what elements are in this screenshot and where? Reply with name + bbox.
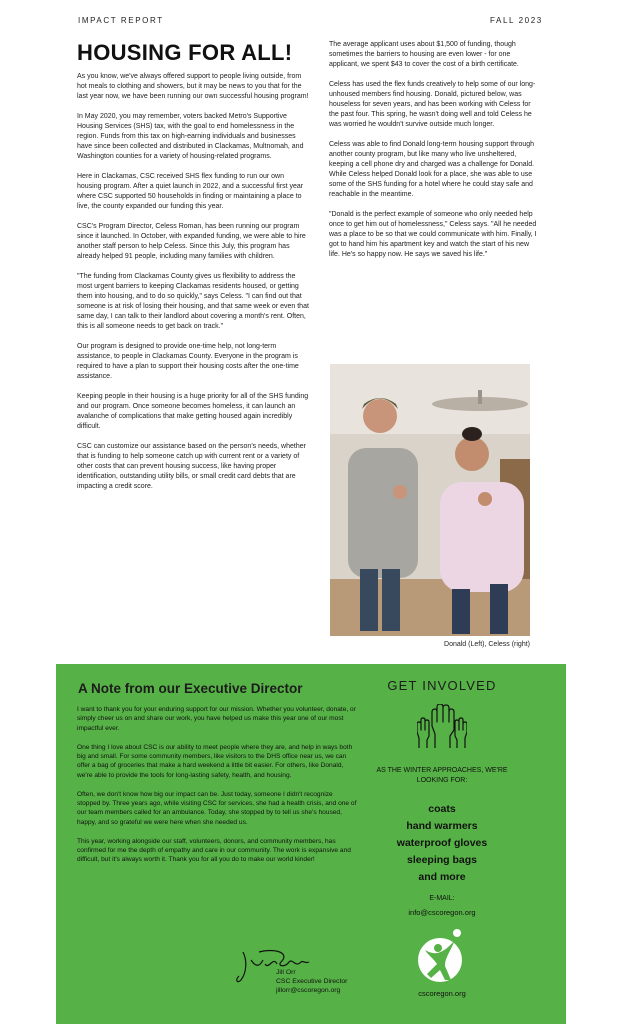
- note-paragraph: This year, working alongside our staff, volunteers, donors, and community members, has confirmed for me the depth of empathy and care in our community. The work is expansive and difficult, but it's always worth it. Thank you for all you do to make our world kinder!: [77, 837, 351, 864]
- signature-name: Jill Orr: [276, 969, 296, 976]
- photo-donald-celess: [330, 364, 530, 636]
- article-paragraph: "The funding from Clackamas County gives us flexibility to address the most urgent barriers to keeping Clackamas residents housed, or getting them into housing, and to do so quickly," says Celess. "I can find out that someone is at risk of losing their housing, and that same week or even that same day, I can talk to their landlord about covering a month's rent. Often, this is all someone needs to get back on track.": [77, 273, 309, 330]
- report-label: IMPACT REPORT: [78, 16, 164, 25]
- photo-caption: Donald (Left), Celess (right): [444, 641, 530, 648]
- get-involved-intro: AS THE WINTER APPROACHES, WE'RE LOOKING FOR:: [376, 767, 508, 784]
- contact-email-link[interactable]: info@cscoregon.org: [408, 908, 476, 917]
- article-title: HOUSING FOR ALL!: [77, 40, 293, 65]
- note-paragraph: Often, we don't know how big our impact can be. Just today, someone I didn't recognize stopped by. Three years ago, while visiting CSC for services, she had a health crisis, and one of our team members called for an ambulance. Today, she stopped by to tell us she's housed, happy, and so grateful we were here when she needed us.: [77, 790, 357, 826]
- season-label: FALL 2023: [490, 16, 543, 25]
- needed-item: coats: [428, 803, 456, 815]
- article-paragraph: "Donald is the perfect example of someone who only needed help once to get him out of homelessness," Celess says. "All he needed was a place to be so that we could communicate with him. Finally, I got to hand him his apartment key and watch the start of his new life. He's so happy now. He says we saved his life.": [329, 211, 537, 258]
- article-paragraph: Celess was able to find Donald long-term housing support through another county program, but like many who live unsheltered, keeping a cell phone dry and charged was a challenge for Donald. While Celess helped Donald look for a place, she was able to use some of the SHS funding for a hotel where he could stay safe and reachable in the meantime.: [329, 141, 535, 198]
- signature-details: [276, 968, 347, 995]
- article-right-column: [329, 40, 537, 270]
- green-panel: [56, 664, 566, 1024]
- article-paragraph: Celess has used the flex funds creatively to help some of our long-unhoused members find housing. Donald, pictured below, was houseless for seven years, and has been working with Celess for the past four. This spring, he wasn't doing well and told Celess he was worried he wouldn't survive outside much longer.: [329, 81, 536, 128]
- needed-item: sleeping bags: [406, 854, 478, 866]
- needed-item: and more: [418, 871, 466, 883]
- signature-role: CSC Executive Director: [276, 978, 348, 985]
- email-label: E-MAIL:: [429, 895, 455, 902]
- raised-hands-icon: [417, 704, 467, 750]
- get-involved-title: GET INVOLVED: [387, 678, 497, 693]
- needed-items-list: [370, 801, 514, 886]
- article-left-column: [77, 72, 309, 502]
- article-paragraph: Here in Clackamas, CSC received SHS flex funding to run our own housing program. After a quiet launch in 2022, and a successful first year where CSC supported 50 households in finding or maintaining a place to live, the county expanded our funding this year.: [77, 173, 304, 210]
- article-paragraph: As you know, we've always offered support to people living outside, from hot meals to clothing and showers, but it may be news to you that for the last year now, we have been running our own successful housing program!: [77, 73, 309, 100]
- website-link[interactable]: cscoregon.org: [418, 989, 466, 998]
- signature-email: jillorr@cscoregon.org: [276, 987, 341, 994]
- photo-illustration: [330, 364, 530, 636]
- needed-item: waterproof gloves: [396, 837, 488, 849]
- article-paragraph: In May 2020, you may remember, voters backed Metro's Supportive Housing Services (SHS) tax, with the goal to end homelessness in the region. Funds from this tax on high-earning individuals and businesses have since been collected and distributed in Clackamas, Multnomah, and Washington counties for a variety of housing-related programs.: [77, 113, 304, 160]
- article-paragraph: Our program is designed to provide one-time help, not long-term assistance, to people in Clackamas County. Everyone in the program is required to have a plan to support their housing costs after the one-time assistance.: [77, 343, 299, 380]
- article-paragraph: CSC's Program Director, Celess Roman, has been running our program since it launched. In October, with expanded funding, we were able to hire another staff person to help Celess. Since this July, this program has already helped 91 people, including many families with children.: [77, 223, 306, 260]
- article-paragraph: The average applicant uses about $1,500 of funding, though sometimes the barriers to housing are even lower - for one applicant, we spent $43 to cover the cost of a birth certificate.: [329, 41, 519, 68]
- note-paragraph: I want to thank you for your enduring support for our mission. Whether you volunteer, donate, or simply cheer us on and share our work, you have helped us make this year one of our most impactful ever.: [77, 706, 356, 732]
- note-paragraph: One thing I love about CSC is our ability to meet people where they are, and help in ways both big and small. For some community members, like visitors to the DHS office near us, we can offer a bag of groceries that make a hard weekend a little bit easier. For others, like Donald, we're able to provide the tools for long-lasting safety, health, and housing.: [77, 743, 353, 779]
- director-note-title: A Note from our Executive Director: [78, 681, 303, 696]
- article-paragraph: CSC can customize our assistance based on the person's needs, whether that is funding to help someone catch up with current rent or a variety of other costs that can prevent housing success, like having proper identification, outstanding utility bills, or small credit card debts that are impacting a credit score.: [77, 443, 306, 490]
- csc-logo-icon: [415, 928, 469, 984]
- needed-item: hand warmers: [406, 820, 478, 832]
- director-note-body: [77, 705, 357, 874]
- article-paragraph: Keeping people in their housing is a huge priority for all of the SHS funding and our program. Once someone becomes homeless, it can launch an avalanche of complications that make getting housed again incredibly difficult.: [77, 393, 309, 430]
